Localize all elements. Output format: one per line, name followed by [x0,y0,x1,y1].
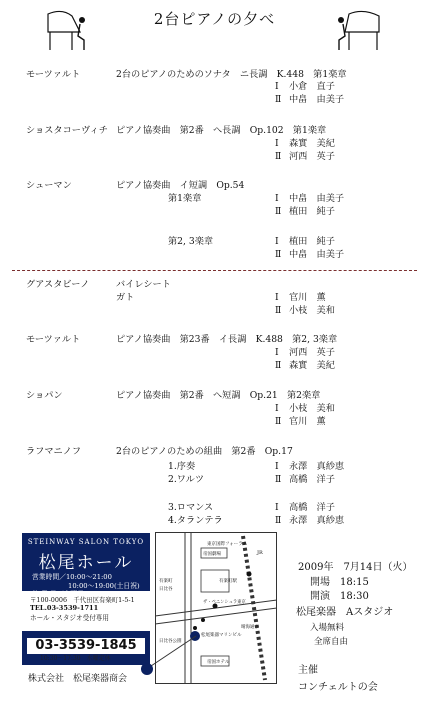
movement: 1.序奏 [168,461,196,472]
movement: 第1楽章 [168,193,202,204]
performer: 永澤 真紗恵 [289,461,345,472]
movement: 2.ワルツ [168,474,205,485]
part-number: Ⅱ [275,416,282,427]
performer: 森實 美紀 [289,138,335,149]
ad-contact-box [22,591,150,631]
part-number: Ⅱ [275,305,282,316]
performer: 森實 美紀 [289,360,335,371]
part-number: Ⅱ [275,515,282,526]
host-label: 主催 [298,665,318,676]
performer: 小倉 直子 [289,81,335,92]
part-number: Ⅱ [275,249,282,260]
map-label: 有楽町 [159,579,173,584]
performer: 植田 純子 [289,236,335,247]
part-number: Ⅰ [275,347,279,358]
work-title: バイレシート [116,279,171,290]
work-title: ピアノ協奏曲 第2番 へ短調 Op.21 第2楽章 [116,390,321,401]
map-label: 晴海通り [241,625,259,630]
map-label: 有楽町駅 [219,579,237,584]
composer: モーツァルト [26,69,81,80]
doors-open: 開場 18:15 [310,577,369,588]
part-number: Ⅱ [275,206,282,217]
start-time: 開演 18:30 [310,591,369,602]
map-label: ザ・ペニンシュラ東京 [203,600,246,605]
part-number: Ⅱ [275,360,282,371]
part-number: Ⅰ [275,461,279,472]
composer: グアスタビーノ [26,279,90,290]
movement: 第2, 3楽章 [168,236,214,247]
map-label: 帝国劇場 [203,552,221,557]
composer: ラフマニノフ [26,446,82,457]
part-number: Ⅰ [275,193,279,204]
seating: 全席自由 [314,637,349,647]
part-number: Ⅰ [275,292,279,303]
ad-tagline: STEINWAY SALON TOKYO [27,538,145,546]
part-number: Ⅱ [275,94,282,105]
work-title: ガト [116,292,135,303]
ad-tel: TEL.03-3539-1711 [30,604,99,612]
page-title: 2台ピアノの夕べ [153,10,276,28]
work-title: 2台のピアノのための組曲 第2番 Op.17 [116,446,293,457]
part-number: Ⅱ [275,151,282,162]
composer: ショパン [26,390,63,401]
part-number: Ⅰ [275,502,279,513]
map-connector [140,632,200,676]
performer: 中畠 由美子 [289,193,345,204]
performer: 高橋 洋子 [289,502,335,513]
venue-name: 松尾楽器 Aスタジオ [296,607,394,618]
composer: モーツァルト [26,334,81,345]
event-date: 2009年 7月14日（火） [298,562,413,573]
map-label: JR [257,550,263,556]
movement: 4.タランテラ [168,515,223,526]
ad-phone-number: 03-3539-1845 [26,637,146,655]
host-name: コンチェルトの会 [298,682,378,693]
ad-venue-name: 松尾ホール [38,553,134,573]
performer: 植田 純子 [289,206,335,217]
performer: 中畠 由美子 [289,249,345,260]
part-number: Ⅰ [275,403,279,414]
movement: 3.ロマンス [168,502,214,513]
performer: 官川 薫 [289,292,326,303]
performer: 小枝 美和 [289,403,335,414]
ad-hours-weekend: 10:00～19:00(土日祝) [68,581,140,590]
performer: 官川 薫 [289,416,326,427]
admission: 入場無料 [310,623,345,633]
work-title: ピアノ協奏曲 第2番 へ長調 Op.102 第1楽章 [116,125,327,136]
performer: 中畠 由美子 [289,94,345,105]
work-title: ピアノ協奏曲 イ短調 Op.54 [116,180,245,191]
performer: 河西 英子 [289,347,335,358]
map-label: 帝国ホテル [207,660,230,665]
performer: 小枝 美和 [289,305,335,316]
ad-reception: ホール・スタジオ受付専用 [30,614,109,622]
part-number: Ⅰ [275,236,279,247]
work-title: 2台のピアノのためのソナタ ニ長調 K.448 第1楽章 [116,69,347,80]
ad-address: 〒100-0006 千代田区有楽町1-5-1 [30,596,135,604]
map-label: 松尾楽器マリンビル [201,633,242,638]
map-label: 日比谷 [159,587,173,592]
map-label: 日比谷公園 [159,639,182,644]
composer: シューマン [26,180,72,191]
map-label: 東京国際フォーラム [207,542,248,547]
ad-phone-hours: 10:30～17:30 水曜定休 [40,655,111,662]
intermission-divider [12,270,417,271]
ad-company: 株式会社 松尾楽器商会 [28,674,128,684]
performer: 永澤 真紗恵 [289,515,345,526]
composer: ショスタコーヴィチ [26,125,108,136]
part-number: Ⅱ [275,474,282,485]
performer: 高橋 洋子 [289,474,335,485]
pianist-right-illustration [335,6,385,52]
part-number: Ⅰ [275,138,279,149]
performer: 河西 英子 [289,151,335,162]
ad-hours: 営業時間／10:00～21:00 [32,573,112,581]
part-number: Ⅰ [275,81,279,92]
work-title: ピアノ協奏曲 第23番 イ長調 K.488 第2, 3楽章 [116,334,338,345]
